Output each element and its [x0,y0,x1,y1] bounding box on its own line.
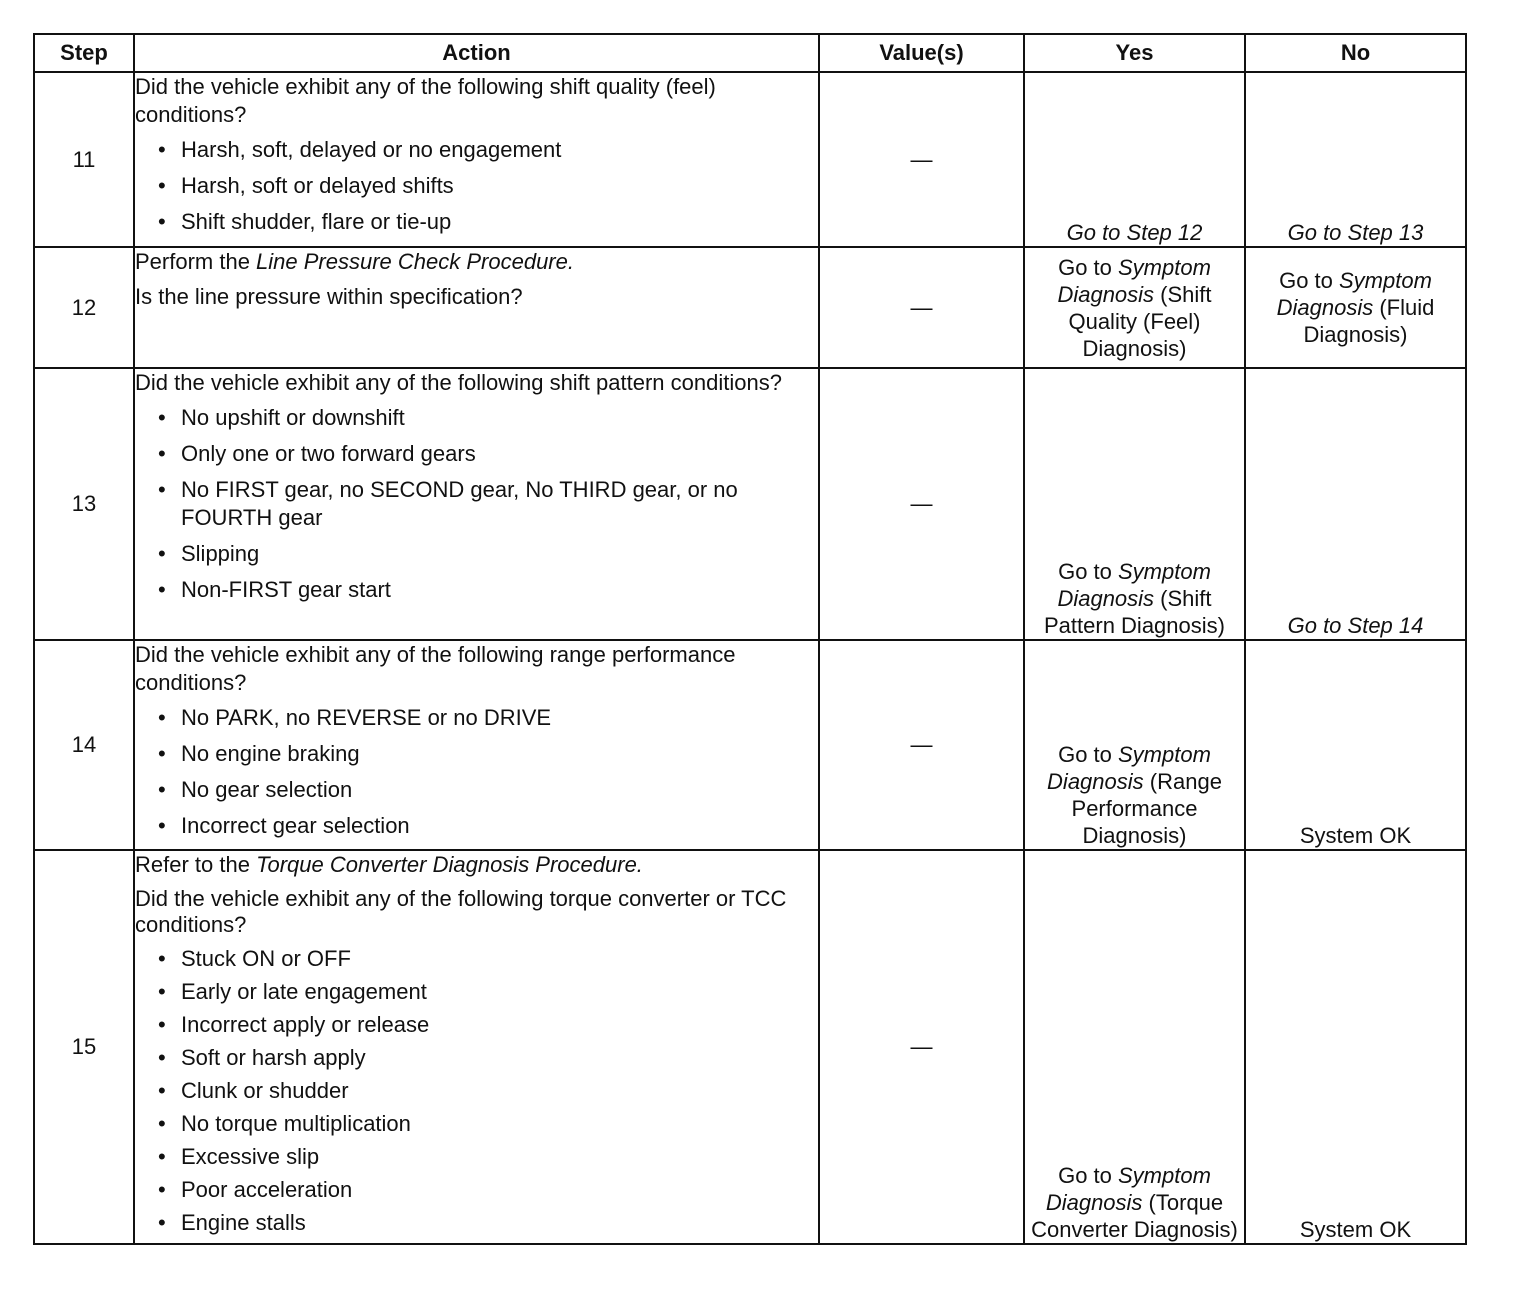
action-question: Did the vehicle exhibit any of the following torque converter or TCC conditions? [135,886,787,937]
yes-result: Go to Step 12 [1066,220,1203,245]
list-item: • Slipping [181,540,818,568]
list-item: • Incorrect gear selection [181,812,818,840]
no-reference: Symptom Diagnosis [1276,268,1432,320]
action-question: Did the vehicle exhibit any of the following shift pattern conditions? [135,370,782,395]
action-instruction: Perform the Line Pressure Check Procedure. [135,249,574,274]
list-item: • Soft or harsh apply [181,1044,818,1072]
action-cell [134,247,819,368]
table-row [34,247,1466,368]
list-item: • Incorrect apply or release [181,1011,818,1039]
list-item: • No torque multiplication [181,1110,818,1138]
value-cell: — [819,72,1024,247]
table-row [34,640,1466,850]
yes-cell: Go to Symptom Diagnosis (Shift Quality (Feel) Diagnosis) [1024,247,1245,368]
action-cell [134,368,819,640]
list-item: • No PARK, no REVERSE or no DRIVE [181,704,818,732]
step-number: 14 [34,640,134,850]
table-row [34,72,1466,247]
yes-reference: Symptom Diagnosis [1045,1163,1211,1215]
yes-cell: Go to Symptom Diagnosis (Torque Converter Diagnosis) [1024,850,1245,1244]
header-row [34,34,1466,72]
no-cell [1245,72,1466,247]
list-item: • No upshift or downshift [181,404,818,432]
step-number: 13 [34,368,134,640]
action-cell [134,72,819,247]
yes-cell: Go to Symptom Diagnosis (Range Performance Diagnosis) [1024,640,1245,850]
action-question: Did the vehicle exhibit any of the following shift quality (feel) conditions? [135,74,716,127]
condition-list [135,704,818,840]
value-cell: — [819,247,1024,368]
condition-list [135,404,818,604]
list-item: • Shift shudder, flare or tie-up [181,208,818,236]
list-item: • Early or late engagement [181,978,818,1006]
no-cell: Go to Symptom Diagnosis (Fluid Diagnosis) [1245,247,1466,368]
list-item: • No gear selection [181,776,818,804]
yes-reference: Symptom Diagnosis [1047,742,1211,794]
condition-list [135,136,818,236]
list-item: • No FIRST gear, no SECOND gear, No THIRD gear, or no FOURTH gear [181,476,818,532]
procedure-reference: Line Pressure Check Procedure. [256,249,574,274]
diagnostic-table [33,33,1467,1245]
step-number: 15 [34,850,134,1244]
list-item: • Harsh, soft or delayed shifts [181,172,818,200]
list-item: • Engine stalls [181,1209,818,1237]
no-cell [1245,368,1466,640]
yes-cell [1024,72,1245,247]
procedure-reference: Torque Converter Diagnosis Procedure. [256,852,643,877]
list-item: • Poor acceleration [181,1176,818,1204]
yes-reference: Symptom Diagnosis [1057,254,1211,307]
value-cell: — [819,368,1024,640]
list-item: • No engine braking [181,740,818,768]
action-instruction: Refer to the Torque Converter Diagnosis Procedure. [135,852,643,877]
no-result: System OK [1299,823,1412,848]
header-action: Action [134,34,819,72]
no-result: Go to Step 13 [1287,220,1424,245]
list-item: • Non-FIRST gear start [181,576,818,604]
yes-reference: Symptom Diagnosis [1057,559,1211,611]
no-result: System OK [1299,1217,1412,1242]
no-cell [1245,640,1466,850]
action-question: Is the line pressure within specification? [135,284,523,309]
value-cell: — [819,640,1024,850]
step-number: 12 [34,247,134,368]
list-item: • Excessive slip [181,1143,818,1171]
no-result: Go to Step 14 [1287,613,1424,638]
action-cell [134,850,819,1244]
step-number: 11 [34,72,134,247]
table-row [34,368,1466,640]
header-no: No [1245,34,1466,72]
value-cell: — [819,850,1024,1244]
yes-cell: Go to Symptom Diagnosis (Shift Pattern Diagnosis) [1024,368,1245,640]
action-question: Did the vehicle exhibit any of the following range performance conditions? [135,642,736,695]
header-values: Value(s) [819,34,1024,72]
header-step: Step [34,34,134,72]
header-yes: Yes [1024,34,1245,72]
no-cell [1245,850,1466,1244]
table-row [34,850,1466,1244]
list-item: • Clunk or shudder [181,1077,818,1105]
action-cell [134,640,819,850]
list-item: • Harsh, soft, delayed or no engagement [181,136,818,164]
condition-list [135,945,818,1237]
list-item: • Stuck ON or OFF [181,945,818,973]
list-item: • Only one or two forward gears [181,440,818,468]
